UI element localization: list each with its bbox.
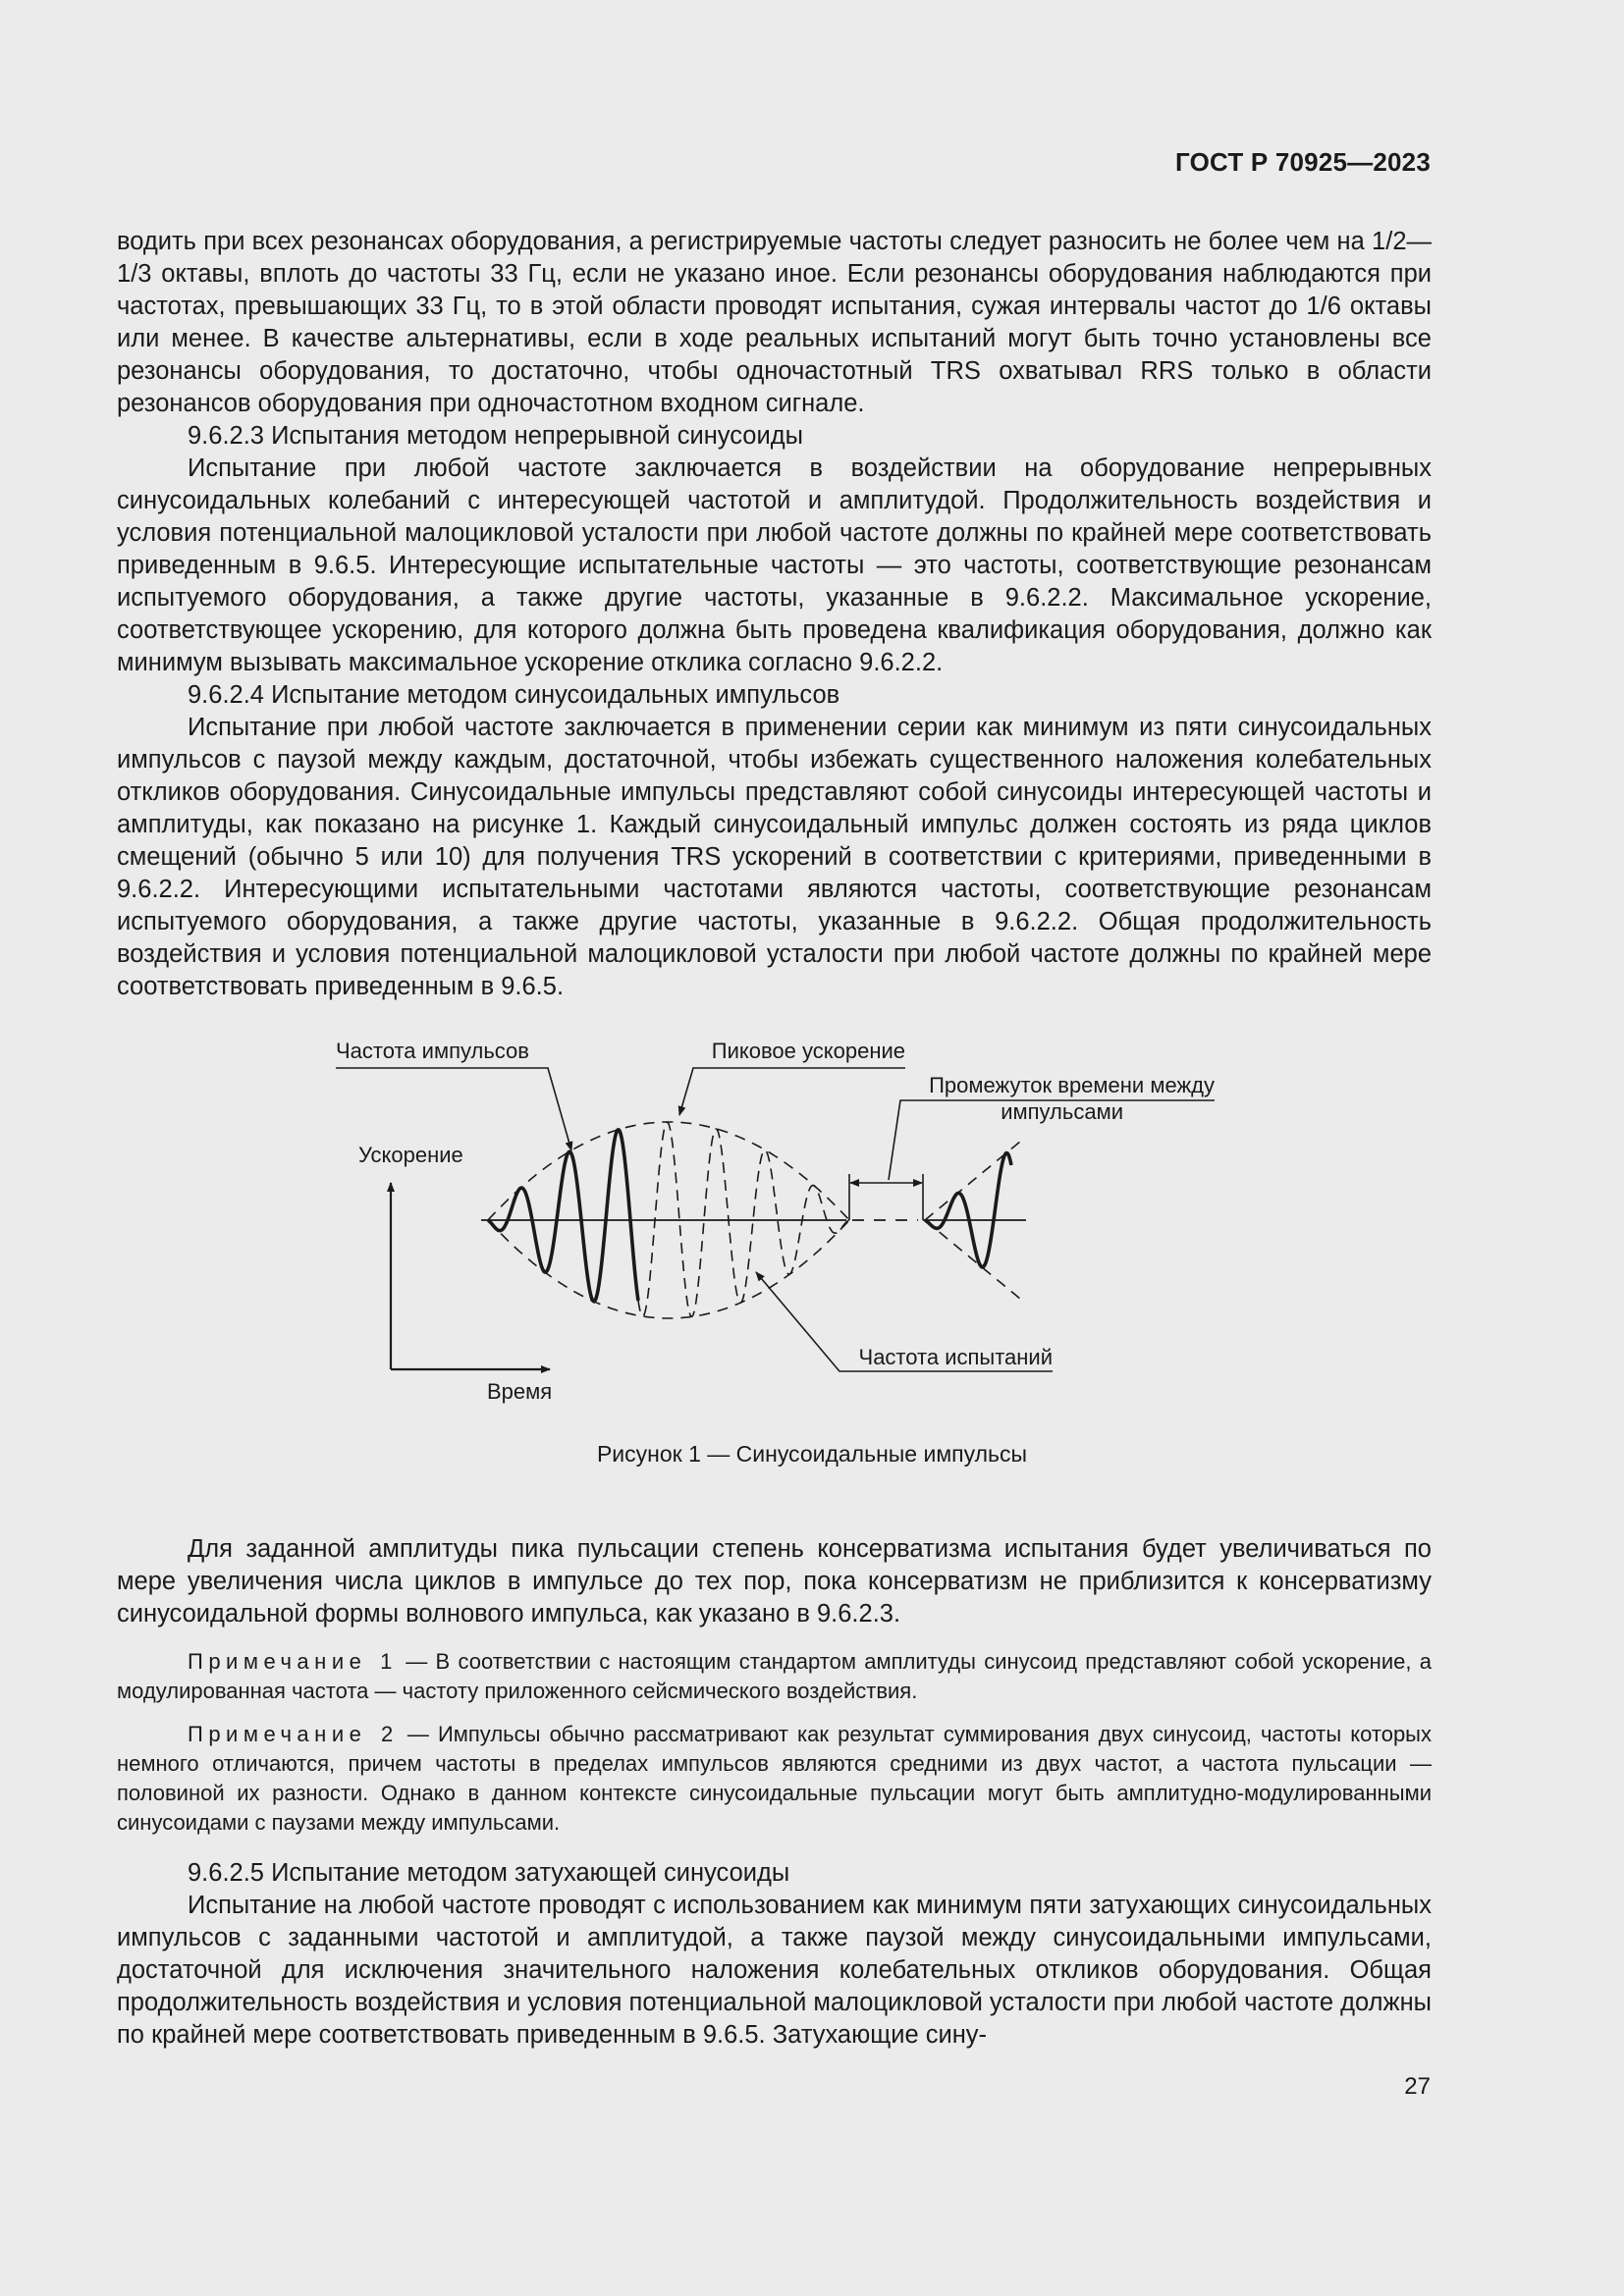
label-time: Время bbox=[487, 1379, 553, 1404]
paragraph: водить при всех резонансах оборудования, а регистрируемые частоты следует разносить не более чем на 1/2—1/3 октавы, вплоть до частоты 33 Гц, если не указано иное. Если резонансы оборудования наблюдаются при частотах, превышающих 33 Гц, то в этой области проводят испытания, сужая интервалы частот до 1/6 октавы или менее. В качестве альтернативы, если в ходе реальных испытаний могут быть точно установлены все резонансы оборудования, то достаточно, чтобы одночастотный TRS охватывал RRS только в области резонансов оборудования при одночастотном входном сигнале. bbox=[117, 228, 1432, 417]
document-id-header: ГОСТ Р 70925—2023 bbox=[1175, 147, 1431, 177]
envelope-upper bbox=[488, 1122, 849, 1220]
paragraph: Испытание на любой частоте проводят с использованием как минимум пяти затухающих синусоидальных импульсов с заданными частотой и амплитудой, а также паузой между синусоидальными импульсами, достаточной для исключения значительного наложения колебательных откликов оборудования. Общая продолжительность воздействия и условия потенциальной малоцикловой усталости при любой частоте должны по крайней мере соответствовать приведенным в 9.6.5. Затухающие сину- bbox=[117, 1892, 1432, 2049]
leader-peak-accel bbox=[679, 1068, 905, 1115]
note-1-prefix: Примечание 1 bbox=[188, 1649, 398, 1674]
section-heading-9-6-2-5: 9.6.2.5 Испытание методом затухающей синусоиды bbox=[188, 1859, 790, 1887]
envelope-2-upper bbox=[925, 1138, 1025, 1220]
note-1 bbox=[117, 1647, 1432, 1706]
figure-sine-pulses bbox=[324, 1031, 1227, 1463]
note-2 bbox=[117, 1720, 1432, 1838]
note-2-text: — Импульсы обычно рассматривают как результат суммирования двух синусоид, частоты которых немного отличаются, причем частоты в пределах импульсов являются средними из двух частот, а частота пульсации — половиной их разности. Однако в данном контексте синусоидальные пульсации могут быть амплитудно-модулированными синусоидами с паузами между импульсами. bbox=[117, 1722, 1432, 1835]
leader-pulse-freq bbox=[336, 1068, 571, 1150]
section-heading-9-6-2-3: 9.6.2.3 Испытания методом непрерывной синусоиды bbox=[188, 422, 803, 450]
paragraph: Испытание при любой частоте заключается в применении серии как минимум из пяти синусоидальных импульсов с паузой между каждым, достаточной, чтобы избежать существенного наложения колебательных откликов оборудования. Синусоидальные импульсы представляют собой синусоиды интересующей частоты и амплитуды, как показано на рисунке 1. Каждый синусоидальный импульс должен состоять из ряда циклов смещений (обычно 5 или 10) для получения TRS ускорений в соответствии с критериями, приведенными в 9.6.2.2. Интересующими испытательными частотами являются частоты, соответствующие резонансам испытуемого оборудования, а также другие частоты, указанные в 9.6.2.2. Общая продолжительность воздействия и условия потенциальной малоцикловой усталости при любой частоте должны по крайней мере соответствовать приведенным в 9.6.5. bbox=[117, 714, 1432, 1000]
label-interval-line2: импульсами bbox=[1001, 1099, 1123, 1124]
notes-block bbox=[117, 1647, 1432, 1838]
paragraph: Испытание при любой частоте заключается в воздействии на оборудование непрерывных синусоидальных колебаний с интересующей частотой и амплитудой. Продолжительность воздействия и условия потенциальной малоцикловой усталости при любой частоте должны по крайней мере соответствовать приведенным в 9.6.5. Интересующие испытательные частоты — это частоты, соответствующие резонансам испытуемого оборудования, а также другие частоты, указанные в 9.6.2.2. Максимальное ускорение, соответствующее ускорению, для которого должна быть проведена квалификация оборудования, должно как минимум вызывать максимальное ускорение отклика согласно 9.6.2.2. bbox=[117, 454, 1432, 676]
label-interval-line1: Промежуток времени между bbox=[929, 1073, 1215, 1097]
pulse-2-wave-solid bbox=[925, 1153, 1011, 1267]
section-heading-9-6-2-4: 9.6.2.4 Испытание методом синусоидальных импульсов bbox=[188, 681, 840, 709]
text-block-3 bbox=[117, 1857, 1432, 2052]
text-block-1 bbox=[117, 226, 1432, 1003]
label-peak-acceleration: Пиковое ускорение bbox=[711, 1039, 905, 1063]
page-number: 27 bbox=[1404, 2073, 1431, 2100]
paragraph: Для заданной амплитуды пика пульсации степень консерватизма испытания будет увеличиваться по мере увеличения числа циклов в импульсе до тех пор, пока консерватизм не приблизится к консерватизму синусоидальной формы волнового импульса, как указано в 9.6.2.3. bbox=[117, 1535, 1432, 1628]
note-2-prefix: Примечание 2 bbox=[188, 1722, 399, 1746]
envelope-2-lower bbox=[925, 1220, 1025, 1303]
text-block-2 bbox=[117, 1533, 1432, 1630]
label-test-frequency: Частота испытаний bbox=[858, 1345, 1053, 1369]
label-pulse-frequency: Частота импульсов bbox=[336, 1039, 529, 1063]
note-1-text: — В соответствии с настоящим стандартом амплитуды синусоид представляют собой ускорение, а модулированная частота — частоту приложенного сейсмического воздействия. bbox=[117, 1649, 1433, 1703]
figure-caption: Рисунок 1 — Синусоидальные импульсы bbox=[596, 1441, 1028, 1467]
label-acceleration: Ускорение bbox=[358, 1143, 463, 1167]
